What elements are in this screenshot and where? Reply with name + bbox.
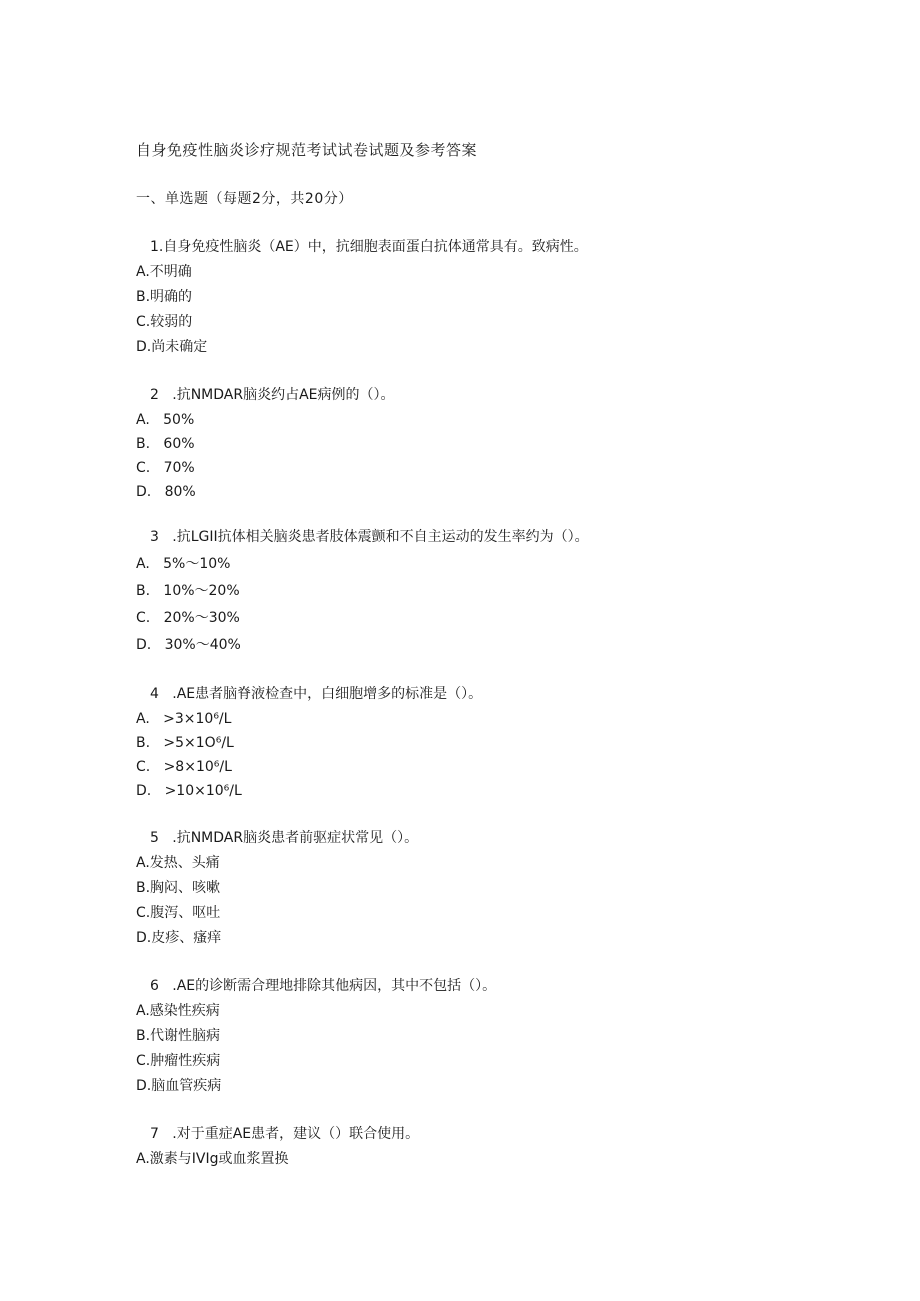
- document-title: 自身免疫性脑炎诊疗规范考试试卷试题及参考答案: [136, 141, 478, 159]
- option-d: D.脑血管疾病: [136, 1078, 222, 1094]
- option-b: B. 60%: [136, 436, 195, 452]
- question-6: [136, 976, 856, 1096]
- question-stem: 4 .AE患者脑脊液检查中，白细胞增多的标准是（）。: [150, 686, 483, 702]
- question-stem: 7 .对于重症AE患者，建议（）联合使用。: [150, 1126, 420, 1142]
- question-7: [136, 1124, 856, 1169]
- question-stem: 6 .AE的诊断需合理地排除其他病因，其中不包括（）。: [150, 978, 497, 994]
- option-c: C.肿瘤性疾病: [136, 1053, 221, 1069]
- question-stem: 2 .抗NMDAR脑炎约占AE病例的（）。: [150, 387, 395, 403]
- option-b: B. 10%～20%: [136, 583, 240, 599]
- option-c: C. 20%～30%: [136, 610, 240, 626]
- option-b: B.胸闷、咳嗽: [136, 880, 221, 896]
- question-5: [136, 828, 856, 948]
- option-a: A. 50%: [136, 412, 195, 428]
- question-stem: 3 .抗LGII抗体相关脑炎患者肢体震颤和不自主运动的发生率约为（）。: [150, 529, 589, 545]
- question-stem: 1.自身免疫性脑炎（AE）中，抗细胞表面蛋白抗体通常具有。致病性。: [150, 239, 588, 255]
- question-stem: 5 .抗NMDAR脑炎患者前驱症状常见（）。: [150, 830, 419, 846]
- option-a: A.激素与IVIg或血浆置换: [136, 1151, 289, 1167]
- option-c: C. >8×10⁶/L: [136, 759, 232, 775]
- option-c: C.较弱的: [136, 314, 193, 330]
- option-a: A. >3×10⁶/L: [136, 711, 232, 727]
- question-4: [136, 684, 856, 801]
- section-heading: 一、单选题（每题2分，共20分）: [136, 191, 353, 207]
- option-a: A.不明确: [136, 264, 192, 280]
- option-a: A.发热、头痛: [136, 855, 220, 871]
- question-3: [136, 527, 856, 655]
- option-d: D.皮疹、瘙痒: [136, 930, 222, 946]
- option-d: D.尚未确定: [136, 339, 208, 355]
- option-d: D. 30%～40%: [136, 637, 241, 653]
- option-c: C. 70%: [136, 460, 195, 476]
- option-b: B. >5×1O⁶/L: [136, 735, 234, 751]
- question-2: [136, 385, 856, 502]
- option-d: D. >10×10⁶/L: [136, 783, 242, 799]
- option-c: C.腹泻、呕吐: [136, 905, 221, 921]
- question-1: [136, 237, 856, 357]
- option-d: D. 80%: [136, 484, 196, 500]
- option-b: B.明确的: [136, 289, 193, 305]
- option-b: B.代谢性脑病: [136, 1028, 221, 1044]
- option-a: A. 5%～10%: [136, 556, 231, 572]
- option-a: A.感染性疾病: [136, 1003, 220, 1019]
